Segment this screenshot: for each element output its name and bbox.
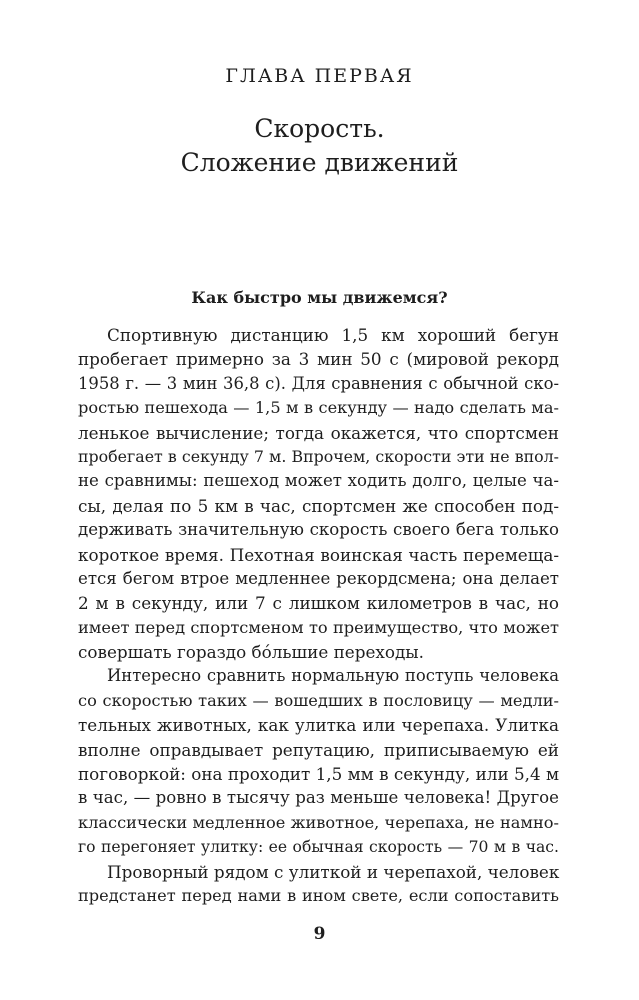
text-line: вполне оправдывает репутацию, приписываемую ей [78, 739, 559, 760]
text-line: ется бегом втрое медленнее рекордсмена; она делает [78, 568, 559, 588]
section-heading: Как быстро мы движемся? [191, 288, 448, 307]
text-line: совершать гораздо бóльшие переходы. [78, 642, 424, 663]
text-line: поговоркой: она проходит 1,5 мм в секунду, или 5,4 м [78, 764, 560, 785]
text-line: предстанет перед нами в ином свете, если сопоставить [78, 885, 559, 905]
text-line: не сравнимы: пешеход может ходить долго, целые ча- [78, 471, 559, 491]
text-line: сы, делая по 5 км в час, спортсмен же способен под- [78, 495, 559, 516]
text-line: имеет перед спортсменом то преимущество, что может [78, 617, 559, 637]
text-line: ленькое вычисление; тогда окажется, что спортсмен [78, 422, 559, 443]
text-line: ростью пешехода — 1,5 м в секунду — надо сделать ма- [78, 398, 559, 418]
text-line: Проворный рядом с улиткой и черепахой, человек [107, 861, 560, 882]
text-line: в час, — ровно в тысячу раз меньше человека! Другое [78, 788, 559, 808]
chapter-label: ГЛАВА ПЕРВАЯ [225, 65, 414, 87]
body-text [78, 323, 559, 908]
text-line: пробегает примерно за 3 мин 50 с (мировой рекорд [78, 349, 559, 370]
text-line: пробегает в секунду 7 м. Впрочем, скорости эти не впол- [78, 446, 559, 466]
text-line: 1958 г. — 3 мин 36,8 с). Для сравнения с обычной ско- [78, 373, 559, 393]
chapter-title-line-1: Скорость. [254, 114, 385, 143]
chapter-title-line-2: Сложение движений [180, 148, 459, 177]
text-line: го перегоняет улитку: ее обычная скорость — 70 м в час. [78, 838, 559, 857]
text-line: короткое время. Пехотная воинская часть перемеща- [78, 544, 559, 565]
text-line: Спортивную дистанцию 1,5 км хороший бегун [107, 325, 559, 345]
text-line: держивать значительную скорость своего бега только [78, 520, 559, 540]
text-line: классически медленное животное, черепаха, не намно- [78, 812, 559, 832]
text-line: со скоростью таких — вошедших в пословицу — медли- [78, 690, 559, 710]
chapter-title [0, 112, 639, 180]
text-line: Интересно сравнить нормальную поступь человека [107, 666, 559, 686]
text-line: тельных животных, как улитка или черепаха. Улитка [78, 715, 559, 736]
text-line: 2 м в секунду, или 7 с лишком километров в час, но [78, 593, 559, 614]
page-number: 9 [313, 924, 326, 944]
